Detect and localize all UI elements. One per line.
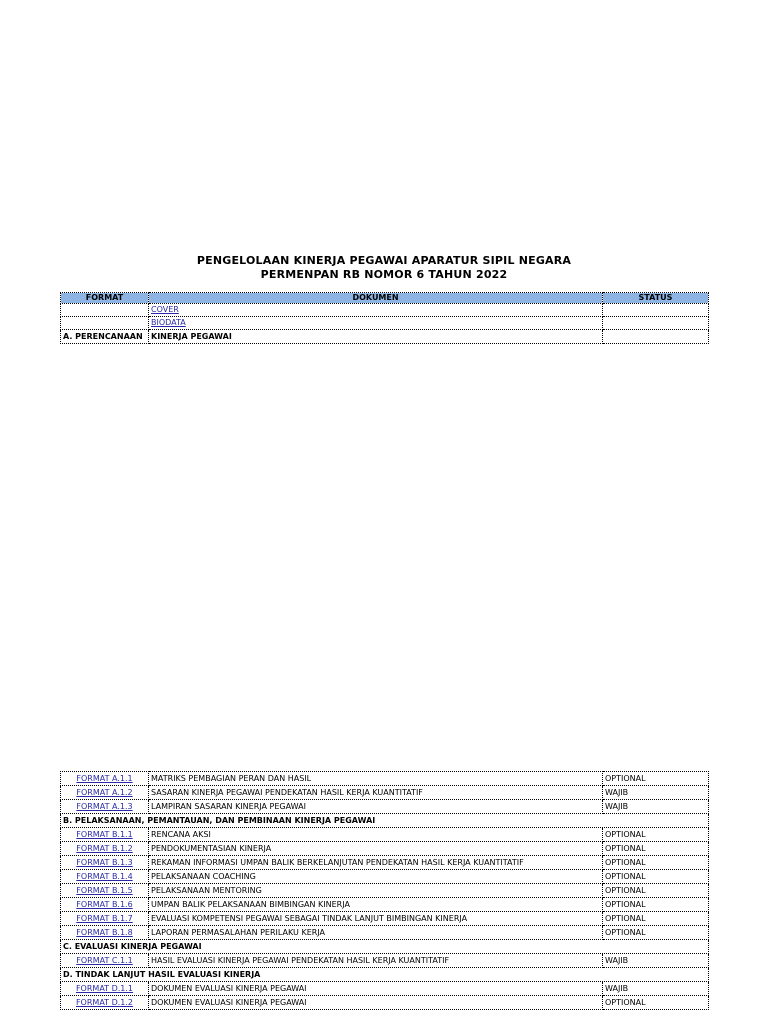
status-cell: OPTIONAL bbox=[603, 926, 709, 940]
format-cell bbox=[61, 982, 149, 996]
dokumen-cell: UMPAN BALIK PELAKSANAAN BIMBINGAN KINERJA bbox=[149, 898, 603, 912]
table-row bbox=[61, 926, 709, 940]
format-d-1-1-link[interactable]: FORMAT D.1.1 bbox=[75, 984, 134, 993]
table-row bbox=[61, 317, 709, 330]
section-a-label-right: KINERJA PEGAWAI bbox=[149, 330, 603, 344]
format-b-1-8-link[interactable]: FORMAT B.1.8 bbox=[76, 928, 133, 937]
format-cell bbox=[61, 996, 149, 1010]
status-cell: WAJIB bbox=[603, 786, 709, 800]
dokumen-cell: LAPORAN PERMASALAHAN PERILAKU KERJA bbox=[149, 926, 603, 940]
format-cell bbox=[61, 954, 149, 968]
dokumen-cell: LAMPIRAN SASARAN KINERJA PEGAWAI bbox=[149, 800, 603, 814]
section-b-label: B. PELAKSANAAN, PEMANTAUAN, DAN PEMBINAAN KINERJA PEGAWAI bbox=[61, 814, 709, 828]
format-b-1-3-link[interactable]: FORMAT B.1.3 bbox=[76, 858, 133, 867]
format-a-1-2-link[interactable]: FORMAT A.1.2 bbox=[76, 788, 133, 797]
table-header-row bbox=[61, 293, 709, 304]
format-a-1-3-link[interactable]: FORMAT A.1.3 bbox=[76, 802, 133, 811]
dokumen-cell: RENCANA AKSI bbox=[149, 828, 603, 842]
table-row bbox=[61, 884, 709, 898]
format-b-1-5-link[interactable]: FORMAT B.1.5 bbox=[76, 886, 133, 895]
format-cell bbox=[61, 870, 149, 884]
page-subtitle: PERMENPAN RB NOMOR 6 TAHUN 2022 bbox=[260, 268, 508, 281]
section-row-d bbox=[61, 968, 709, 982]
table-row bbox=[61, 786, 709, 800]
table-row bbox=[61, 870, 709, 884]
format-cell bbox=[61, 786, 149, 800]
table-row bbox=[61, 954, 709, 968]
table-row bbox=[61, 828, 709, 842]
status-cell: OPTIONAL bbox=[603, 856, 709, 870]
format-cell bbox=[61, 898, 149, 912]
format-a-1-1-link[interactable]: FORMAT A.1.1 bbox=[76, 774, 133, 783]
page-title: PENGELOLAAN KINERJA PEGAWAI APARATUR SIPIL NEGARA bbox=[196, 254, 572, 267]
column-header-dokumen: DOKUMEN bbox=[149, 293, 603, 304]
format-cell bbox=[61, 842, 149, 856]
status-cell: OPTIONAL bbox=[603, 772, 709, 786]
cover-link[interactable]: COVER bbox=[151, 305, 179, 314]
dokumen-cell: PELAKSANAAN MENTORING bbox=[149, 884, 603, 898]
format-c-1-1-link[interactable]: FORMAT C.1.1 bbox=[76, 956, 133, 965]
dokumen-cell: PENDOKUMENTASIAN KINERJA bbox=[149, 842, 603, 856]
status-cell: OPTIONAL bbox=[603, 842, 709, 856]
format-b-1-2-link[interactable]: FORMAT B.1.2 bbox=[76, 844, 133, 853]
status-cell bbox=[603, 330, 709, 344]
table-row bbox=[61, 842, 709, 856]
status-cell: OPTIONAL bbox=[603, 912, 709, 926]
format-cell bbox=[61, 926, 149, 940]
column-header-status: STATUS bbox=[603, 293, 709, 304]
dokumen-cell: REKAMAN INFORMASI UMPAN BALIK BERKELANJUTAN PENDEKATAN HASIL KERJA KUANTITATIF bbox=[149, 856, 603, 870]
format-cell bbox=[61, 800, 149, 814]
table-row bbox=[61, 898, 709, 912]
format-cell bbox=[61, 304, 149, 317]
format-b-1-7-link[interactable]: FORMAT B.1.7 bbox=[76, 914, 133, 923]
document-index-table-bottom bbox=[60, 771, 709, 1010]
status-cell: OPTIONAL bbox=[603, 870, 709, 884]
section-c-label: C. EVALUASI KINERJA PEGAWAI bbox=[61, 940, 709, 954]
table-row bbox=[61, 982, 709, 996]
format-b-1-6-link[interactable]: FORMAT B.1.6 bbox=[76, 900, 133, 909]
section-d-label: D. TINDAK LANJUT HASIL EVALUASI KINERJA bbox=[61, 968, 709, 982]
section-a-label-left: A. PERENCANAAN bbox=[61, 330, 149, 344]
format-cell bbox=[61, 772, 149, 786]
status-cell: OPTIONAL bbox=[603, 884, 709, 898]
section-row-c bbox=[61, 940, 709, 954]
section-row-b bbox=[61, 814, 709, 828]
dokumen-cell: EVALUASI KOMPETENSI PEGAWAI SEBAGAI TINDAK LANJUT BIMBINGAN KINERJA bbox=[149, 912, 603, 926]
format-cell bbox=[61, 317, 149, 330]
table-row bbox=[61, 856, 709, 870]
status-cell: OPTIONAL bbox=[603, 898, 709, 912]
status-cell: OPTIONAL bbox=[603, 828, 709, 842]
status-cell bbox=[603, 317, 709, 330]
format-b-1-1-link[interactable]: FORMAT B.1.1 bbox=[76, 830, 133, 839]
status-cell: WAJIB bbox=[603, 800, 709, 814]
section-row-a bbox=[61, 330, 709, 344]
column-header-format: FORMAT bbox=[61, 293, 149, 304]
dokumen-cell: DOKUMEN EVALUASI KINERJA PEGAWAI bbox=[149, 996, 603, 1010]
status-cell bbox=[603, 304, 709, 317]
table-row bbox=[61, 996, 709, 1010]
status-cell: WAJIB bbox=[603, 954, 709, 968]
format-b-1-4-link[interactable]: FORMAT B.1.4 bbox=[76, 872, 133, 881]
format-cell bbox=[61, 828, 149, 842]
biodata-link[interactable]: BIODATA bbox=[151, 318, 186, 327]
format-cell bbox=[61, 856, 149, 870]
format-cell bbox=[61, 884, 149, 898]
status-cell: WAJIB bbox=[603, 982, 709, 996]
dokumen-cell bbox=[149, 304, 603, 317]
dokumen-cell: MATRIKS PEMBAGIAN PERAN DAN HASIL bbox=[149, 772, 603, 786]
dokumen-cell bbox=[149, 317, 603, 330]
dokumen-cell: PELAKSANAAN COACHING bbox=[149, 870, 603, 884]
table-row bbox=[61, 772, 709, 786]
format-d-1-2-link[interactable]: FORMAT D.1.2 bbox=[75, 998, 134, 1007]
table-row bbox=[61, 912, 709, 926]
dokumen-cell: SASARAN KINERJA PEGAWAI PENDEKATAN HASIL KERJA KUANTITATIF bbox=[149, 786, 603, 800]
status-cell: OPTIONAL bbox=[603, 996, 709, 1010]
dokumen-cell: HASIL EVALUASI KINERJA PEGAWAI PENDEKATAN HASIL KERJA KUANTITATIF bbox=[149, 954, 603, 968]
table-row bbox=[61, 304, 709, 317]
table-row bbox=[61, 800, 709, 814]
document-index-table-top bbox=[60, 292, 709, 344]
dokumen-cell: DOKUMEN EVALUASI KINERJA PEGAWAI bbox=[149, 982, 603, 996]
format-cell bbox=[61, 912, 149, 926]
